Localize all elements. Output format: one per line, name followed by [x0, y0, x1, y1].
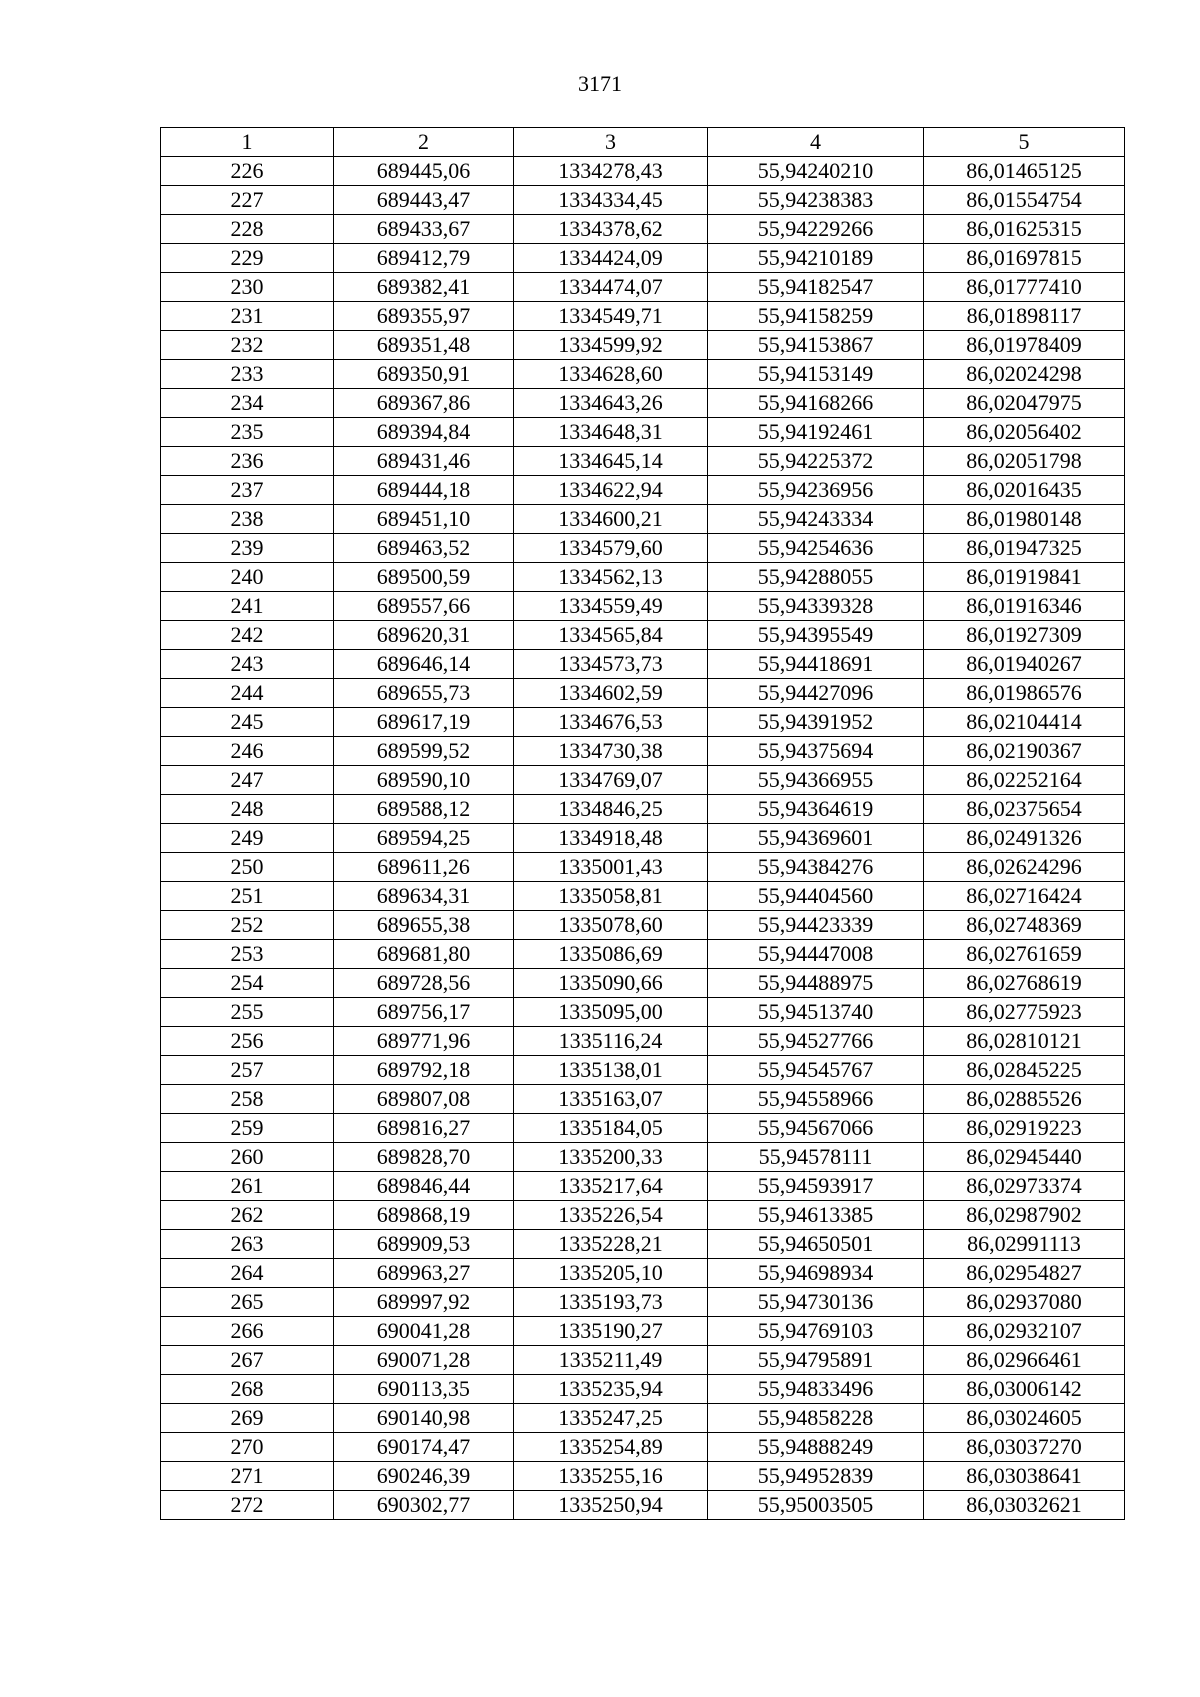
- point-number-cell: 241: [161, 592, 334, 621]
- point-number-cell: 261: [161, 1172, 334, 1201]
- y-coordinate-cell: 1334602,59: [514, 679, 708, 708]
- latitude-cell: 55,94952839: [708, 1462, 924, 1491]
- y-coordinate-cell: 1335205,10: [514, 1259, 708, 1288]
- point-number-cell: 227: [161, 186, 334, 215]
- point-number-cell: 235: [161, 418, 334, 447]
- x-coordinate-cell: 689807,08: [334, 1085, 514, 1114]
- x-coordinate-cell: 689412,79: [334, 244, 514, 273]
- x-coordinate-cell: 690113,35: [334, 1375, 514, 1404]
- point-number-cell: 232: [161, 331, 334, 360]
- latitude-cell: 55,94375694: [708, 737, 924, 766]
- longitude-cell: 86,01625315: [924, 215, 1125, 244]
- table-row: [161, 1085, 1125, 1114]
- table-row: [161, 853, 1125, 882]
- longitude-cell: 86,03006142: [924, 1375, 1125, 1404]
- table-row: [161, 1230, 1125, 1259]
- latitude-cell: 55,94513740: [708, 998, 924, 1027]
- point-number-cell: 254: [161, 969, 334, 998]
- x-coordinate-cell: 689367,86: [334, 389, 514, 418]
- latitude-cell: 55,95003505: [708, 1491, 924, 1520]
- latitude-cell: 55,94153867: [708, 331, 924, 360]
- point-number-cell: 266: [161, 1317, 334, 1346]
- point-number-cell: 229: [161, 244, 334, 273]
- latitude-cell: 55,94404560: [708, 882, 924, 911]
- point-number-cell: 244: [161, 679, 334, 708]
- latitude-cell: 55,94545767: [708, 1056, 924, 1085]
- table-row: [161, 1288, 1125, 1317]
- table-row: [161, 882, 1125, 911]
- x-coordinate-cell: 689355,97: [334, 302, 514, 331]
- table-row: [161, 505, 1125, 534]
- y-coordinate-cell: 1334424,09: [514, 244, 708, 273]
- table-row: [161, 1114, 1125, 1143]
- table-row: [161, 1172, 1125, 1201]
- latitude-cell: 55,94558966: [708, 1085, 924, 1114]
- latitude-cell: 55,94364619: [708, 795, 924, 824]
- x-coordinate-cell: 689594,25: [334, 824, 514, 853]
- point-number-cell: 252: [161, 911, 334, 940]
- y-coordinate-cell: 1335255,16: [514, 1462, 708, 1491]
- point-number-cell: 248: [161, 795, 334, 824]
- x-coordinate-cell: 689868,19: [334, 1201, 514, 1230]
- point-number-cell: 263: [161, 1230, 334, 1259]
- y-coordinate-cell: 1335190,27: [514, 1317, 708, 1346]
- table-row: [161, 1317, 1125, 1346]
- x-coordinate-cell: 689620,31: [334, 621, 514, 650]
- point-number-cell: 257: [161, 1056, 334, 1085]
- longitude-cell: 86,02991113: [924, 1230, 1125, 1259]
- y-coordinate-cell: 1334573,73: [514, 650, 708, 679]
- point-number-cell: 236: [161, 447, 334, 476]
- y-coordinate-cell: 1335095,00: [514, 998, 708, 1027]
- y-coordinate-cell: 1335058,81: [514, 882, 708, 911]
- table-row: [161, 911, 1125, 940]
- longitude-cell: 86,02624296: [924, 853, 1125, 882]
- y-coordinate-cell: 1334769,07: [514, 766, 708, 795]
- latitude-cell: 55,94366955: [708, 766, 924, 795]
- latitude-cell: 55,94153149: [708, 360, 924, 389]
- x-coordinate-cell: 689655,73: [334, 679, 514, 708]
- point-number-cell: 240: [161, 563, 334, 592]
- longitude-cell: 86,02954827: [924, 1259, 1125, 1288]
- x-coordinate-cell: 689382,41: [334, 273, 514, 302]
- y-coordinate-cell: 1335235,94: [514, 1375, 708, 1404]
- latitude-cell: 55,94427096: [708, 679, 924, 708]
- latitude-cell: 55,94238383: [708, 186, 924, 215]
- latitude-cell: 55,94567066: [708, 1114, 924, 1143]
- x-coordinate-cell: 689997,92: [334, 1288, 514, 1317]
- table-row: [161, 215, 1125, 244]
- longitude-cell: 86,02252164: [924, 766, 1125, 795]
- y-coordinate-cell: 1335001,43: [514, 853, 708, 882]
- y-coordinate-cell: 1334334,45: [514, 186, 708, 215]
- table-row: [161, 1346, 1125, 1375]
- point-number-cell: 234: [161, 389, 334, 418]
- x-coordinate-cell: 689828,70: [334, 1143, 514, 1172]
- x-coordinate-cell: 689451,10: [334, 505, 514, 534]
- table-row: [161, 1433, 1125, 1462]
- x-coordinate-cell: 689611,26: [334, 853, 514, 882]
- table-row: [161, 766, 1125, 795]
- point-number-cell: 269: [161, 1404, 334, 1433]
- longitude-cell: 86,02973374: [924, 1172, 1125, 1201]
- table-header: [161, 128, 1125, 157]
- y-coordinate-cell: 1335184,05: [514, 1114, 708, 1143]
- y-coordinate-cell: 1334562,13: [514, 563, 708, 592]
- latitude-cell: 55,94236956: [708, 476, 924, 505]
- x-coordinate-cell: 690140,98: [334, 1404, 514, 1433]
- latitude-cell: 55,94254636: [708, 534, 924, 563]
- latitude-cell: 55,94730136: [708, 1288, 924, 1317]
- x-coordinate-cell: 689756,17: [334, 998, 514, 1027]
- latitude-cell: 55,94593917: [708, 1172, 924, 1201]
- table-row: [161, 940, 1125, 969]
- y-coordinate-cell: 1334579,60: [514, 534, 708, 563]
- y-coordinate-cell: 1335254,89: [514, 1433, 708, 1462]
- point-number-cell: 237: [161, 476, 334, 505]
- x-coordinate-cell: 689463,52: [334, 534, 514, 563]
- longitude-cell: 86,02375654: [924, 795, 1125, 824]
- point-number-cell: 243: [161, 650, 334, 679]
- longitude-cell: 86,01777410: [924, 273, 1125, 302]
- point-number-cell: 272: [161, 1491, 334, 1520]
- table-row: [161, 360, 1125, 389]
- longitude-cell: 86,02016435: [924, 476, 1125, 505]
- y-coordinate-cell: 1334643,26: [514, 389, 708, 418]
- longitude-cell: 86,02190367: [924, 737, 1125, 766]
- table-row: [161, 1056, 1125, 1085]
- point-number-cell: 228: [161, 215, 334, 244]
- x-coordinate-cell: 689351,48: [334, 331, 514, 360]
- latitude-cell: 55,94769103: [708, 1317, 924, 1346]
- longitude-cell: 86,02716424: [924, 882, 1125, 911]
- longitude-cell: 86,03038641: [924, 1462, 1125, 1491]
- x-coordinate-cell: 690302,77: [334, 1491, 514, 1520]
- latitude-cell: 55,94527766: [708, 1027, 924, 1056]
- point-number-cell: 226: [161, 157, 334, 186]
- x-coordinate-cell: 689617,19: [334, 708, 514, 737]
- table-row: [161, 157, 1125, 186]
- x-coordinate-cell: 690041,28: [334, 1317, 514, 1346]
- latitude-cell: 55,94395549: [708, 621, 924, 650]
- header-cell: 3: [514, 128, 708, 157]
- table-row: [161, 1259, 1125, 1288]
- point-number-cell: 238: [161, 505, 334, 534]
- x-coordinate-cell: 689909,53: [334, 1230, 514, 1259]
- table-row: [161, 302, 1125, 331]
- latitude-cell: 55,94158259: [708, 302, 924, 331]
- longitude-cell: 86,01947325: [924, 534, 1125, 563]
- coordinates-table: [160, 127, 1125, 1520]
- table-row: [161, 621, 1125, 650]
- longitude-cell: 86,02775923: [924, 998, 1125, 1027]
- y-coordinate-cell: 1334730,38: [514, 737, 708, 766]
- y-coordinate-cell: 1335138,01: [514, 1056, 708, 1085]
- point-number-cell: 255: [161, 998, 334, 1027]
- x-coordinate-cell: 689681,80: [334, 940, 514, 969]
- table-row: [161, 244, 1125, 273]
- page-number: 3171: [578, 71, 622, 96]
- x-coordinate-cell: 689792,18: [334, 1056, 514, 1085]
- y-coordinate-cell: 1335193,73: [514, 1288, 708, 1317]
- x-coordinate-cell: 689443,47: [334, 186, 514, 215]
- latitude-cell: 55,94888249: [708, 1433, 924, 1462]
- longitude-cell: 86,01697815: [924, 244, 1125, 273]
- longitude-cell: 86,02104414: [924, 708, 1125, 737]
- y-coordinate-cell: 1335217,64: [514, 1172, 708, 1201]
- latitude-cell: 55,94225372: [708, 447, 924, 476]
- latitude-cell: 55,94288055: [708, 563, 924, 592]
- longitude-cell: 86,02987902: [924, 1201, 1125, 1230]
- longitude-cell: 86,01940267: [924, 650, 1125, 679]
- latitude-cell: 55,94833496: [708, 1375, 924, 1404]
- longitude-cell: 86,03024605: [924, 1404, 1125, 1433]
- y-coordinate-cell: 1335086,69: [514, 940, 708, 969]
- longitude-cell: 86,01554754: [924, 186, 1125, 215]
- table-row: [161, 592, 1125, 621]
- y-coordinate-cell: 1335226,54: [514, 1201, 708, 1230]
- header-cell: 5: [924, 128, 1125, 157]
- point-number-cell: 267: [161, 1346, 334, 1375]
- x-coordinate-cell: 689445,06: [334, 157, 514, 186]
- y-coordinate-cell: 1334549,71: [514, 302, 708, 331]
- latitude-cell: 55,94192461: [708, 418, 924, 447]
- longitude-cell: 86,02845225: [924, 1056, 1125, 1085]
- y-coordinate-cell: 1335247,25: [514, 1404, 708, 1433]
- latitude-cell: 55,94578111: [708, 1143, 924, 1172]
- table-row: [161, 1491, 1125, 1520]
- y-coordinate-cell: 1334378,62: [514, 215, 708, 244]
- point-number-cell: 258: [161, 1085, 334, 1114]
- point-number-cell: 246: [161, 737, 334, 766]
- longitude-cell: 86,02885526: [924, 1085, 1125, 1114]
- x-coordinate-cell: 689655,38: [334, 911, 514, 940]
- x-coordinate-cell: 689394,84: [334, 418, 514, 447]
- x-coordinate-cell: 689846,44: [334, 1172, 514, 1201]
- y-coordinate-cell: 1335200,33: [514, 1143, 708, 1172]
- x-coordinate-cell: 690071,28: [334, 1346, 514, 1375]
- y-coordinate-cell: 1335090,66: [514, 969, 708, 998]
- latitude-cell: 55,94384276: [708, 853, 924, 882]
- point-number-cell: 249: [161, 824, 334, 853]
- table-row: [161, 1143, 1125, 1172]
- latitude-cell: 55,94447008: [708, 940, 924, 969]
- y-coordinate-cell: 1334648,31: [514, 418, 708, 447]
- latitude-cell: 55,94391952: [708, 708, 924, 737]
- latitude-cell: 55,94650501: [708, 1230, 924, 1259]
- longitude-cell: 86,02937080: [924, 1288, 1125, 1317]
- y-coordinate-cell: 1335116,24: [514, 1027, 708, 1056]
- x-coordinate-cell: 689816,27: [334, 1114, 514, 1143]
- x-coordinate-cell: 690246,39: [334, 1462, 514, 1491]
- longitude-cell: 86,02491326: [924, 824, 1125, 853]
- longitude-cell: 86,01916346: [924, 592, 1125, 621]
- y-coordinate-cell: 1334599,92: [514, 331, 708, 360]
- longitude-cell: 86,03032621: [924, 1491, 1125, 1520]
- x-coordinate-cell: 689599,52: [334, 737, 514, 766]
- x-coordinate-cell: 689500,59: [334, 563, 514, 592]
- point-number-cell: 270: [161, 1433, 334, 1462]
- longitude-cell: 86,02024298: [924, 360, 1125, 389]
- latitude-cell: 55,94339328: [708, 592, 924, 621]
- longitude-cell: 86,02056402: [924, 418, 1125, 447]
- y-coordinate-cell: 1335211,49: [514, 1346, 708, 1375]
- x-coordinate-cell: 689444,18: [334, 476, 514, 505]
- point-number-cell: 233: [161, 360, 334, 389]
- latitude-cell: 55,94418691: [708, 650, 924, 679]
- latitude-cell: 55,94240210: [708, 157, 924, 186]
- point-number-cell: 230: [161, 273, 334, 302]
- y-coordinate-cell: 1335078,60: [514, 911, 708, 940]
- x-coordinate-cell: 689963,27: [334, 1259, 514, 1288]
- latitude-cell: 55,94369601: [708, 824, 924, 853]
- longitude-cell: 86,01978409: [924, 331, 1125, 360]
- latitude-cell: 55,94613385: [708, 1201, 924, 1230]
- table-body: [161, 157, 1125, 1520]
- latitude-cell: 55,94423339: [708, 911, 924, 940]
- y-coordinate-cell: 1334676,53: [514, 708, 708, 737]
- table-row: [161, 1201, 1125, 1230]
- longitude-cell: 86,02932107: [924, 1317, 1125, 1346]
- x-coordinate-cell: 689646,14: [334, 650, 514, 679]
- table-row: [161, 737, 1125, 766]
- table-row: [161, 1375, 1125, 1404]
- y-coordinate-cell: 1334628,60: [514, 360, 708, 389]
- longitude-cell: 86,02051798: [924, 447, 1125, 476]
- longitude-cell: 86,01465125: [924, 157, 1125, 186]
- table-row: [161, 824, 1125, 853]
- point-number-cell: 250: [161, 853, 334, 882]
- table-row: [161, 650, 1125, 679]
- latitude-cell: 55,94698934: [708, 1259, 924, 1288]
- latitude-cell: 55,94488975: [708, 969, 924, 998]
- y-coordinate-cell: 1334622,94: [514, 476, 708, 505]
- x-coordinate-cell: 689590,10: [334, 766, 514, 795]
- y-coordinate-cell: 1335228,21: [514, 1230, 708, 1259]
- table-row: [161, 186, 1125, 215]
- longitude-cell: 86,02966461: [924, 1346, 1125, 1375]
- point-number-cell: 264: [161, 1259, 334, 1288]
- table-row: [161, 273, 1125, 302]
- point-number-cell: 239: [161, 534, 334, 563]
- longitude-cell: 86,01986576: [924, 679, 1125, 708]
- point-number-cell: 265: [161, 1288, 334, 1317]
- y-coordinate-cell: 1334559,49: [514, 592, 708, 621]
- latitude-cell: 55,94243334: [708, 505, 924, 534]
- point-number-cell: 271: [161, 1462, 334, 1491]
- latitude-cell: 55,94168266: [708, 389, 924, 418]
- table-row: [161, 331, 1125, 360]
- longitude-cell: 86,02768619: [924, 969, 1125, 998]
- x-coordinate-cell: 689728,56: [334, 969, 514, 998]
- point-number-cell: 247: [161, 766, 334, 795]
- x-coordinate-cell: 689771,96: [334, 1027, 514, 1056]
- longitude-cell: 86,03037270: [924, 1433, 1125, 1462]
- header-row: [161, 128, 1125, 157]
- point-number-cell: 253: [161, 940, 334, 969]
- point-number-cell: 256: [161, 1027, 334, 1056]
- table-row: [161, 418, 1125, 447]
- longitude-cell: 86,02810121: [924, 1027, 1125, 1056]
- header-cell: 4: [708, 128, 924, 157]
- y-coordinate-cell: 1334474,07: [514, 273, 708, 302]
- x-coordinate-cell: 689634,31: [334, 882, 514, 911]
- table-row: [161, 534, 1125, 563]
- table-row: [161, 998, 1125, 1027]
- longitude-cell: 86,02047975: [924, 389, 1125, 418]
- point-number-cell: 259: [161, 1114, 334, 1143]
- point-number-cell: 242: [161, 621, 334, 650]
- y-coordinate-cell: 1334600,21: [514, 505, 708, 534]
- x-coordinate-cell: 689433,67: [334, 215, 514, 244]
- table-row: [161, 679, 1125, 708]
- y-coordinate-cell: 1334846,25: [514, 795, 708, 824]
- latitude-cell: 55,94229266: [708, 215, 924, 244]
- longitude-cell: 86,02748369: [924, 911, 1125, 940]
- header-cell: 2: [334, 128, 514, 157]
- table-row: [161, 389, 1125, 418]
- latitude-cell: 55,94858228: [708, 1404, 924, 1433]
- latitude-cell: 55,94182547: [708, 273, 924, 302]
- x-coordinate-cell: 689588,12: [334, 795, 514, 824]
- table-row: [161, 1027, 1125, 1056]
- latitude-cell: 55,94795891: [708, 1346, 924, 1375]
- y-coordinate-cell: 1335250,94: [514, 1491, 708, 1520]
- point-number-cell: 245: [161, 708, 334, 737]
- longitude-cell: 86,01980148: [924, 505, 1125, 534]
- y-coordinate-cell: 1335163,07: [514, 1085, 708, 1114]
- table-row: [161, 1462, 1125, 1491]
- longitude-cell: 86,01919841: [924, 563, 1125, 592]
- longitude-cell: 86,01898117: [924, 302, 1125, 331]
- latitude-cell: 55,94210189: [708, 244, 924, 273]
- y-coordinate-cell: 1334565,84: [514, 621, 708, 650]
- point-number-cell: 260: [161, 1143, 334, 1172]
- longitude-cell: 86,02761659: [924, 940, 1125, 969]
- x-coordinate-cell: 689350,91: [334, 360, 514, 389]
- point-number-cell: 251: [161, 882, 334, 911]
- point-number-cell: 268: [161, 1375, 334, 1404]
- header-cell: 1: [161, 128, 334, 157]
- table-row: [161, 447, 1125, 476]
- table-row: [161, 1404, 1125, 1433]
- point-number-cell: 231: [161, 302, 334, 331]
- y-coordinate-cell: 1334278,43: [514, 157, 708, 186]
- x-coordinate-cell: 690174,47: [334, 1433, 514, 1462]
- table-row: [161, 795, 1125, 824]
- table-row: [161, 969, 1125, 998]
- table-row: [161, 563, 1125, 592]
- y-coordinate-cell: 1334645,14: [514, 447, 708, 476]
- table-row: [161, 476, 1125, 505]
- longitude-cell: 86,02945440: [924, 1143, 1125, 1172]
- y-coordinate-cell: 1334918,48: [514, 824, 708, 853]
- x-coordinate-cell: 689557,66: [334, 592, 514, 621]
- longitude-cell: 86,01927309: [924, 621, 1125, 650]
- table-row: [161, 708, 1125, 737]
- x-coordinate-cell: 689431,46: [334, 447, 514, 476]
- longitude-cell: 86,02919223: [924, 1114, 1125, 1143]
- point-number-cell: 262: [161, 1201, 334, 1230]
